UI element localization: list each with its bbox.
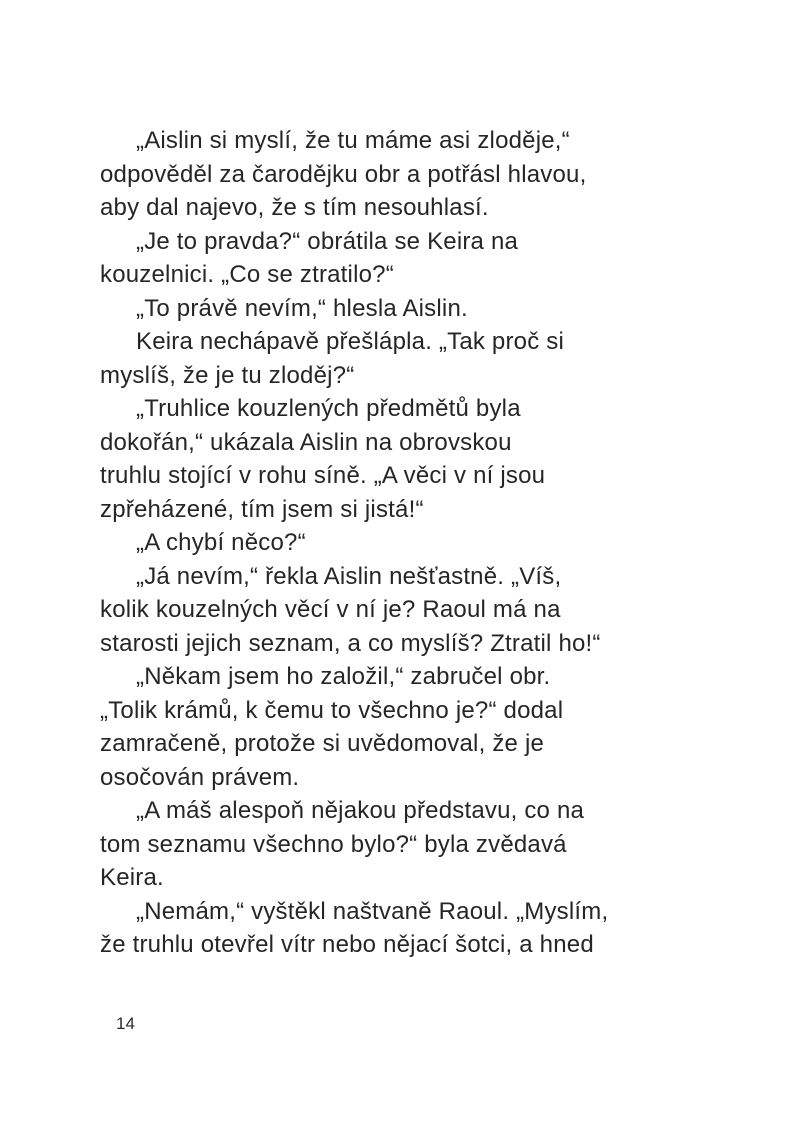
text-line: že truhlu otevřel vítr nebo nějací šotci, a hned bbox=[100, 931, 594, 958]
text-line: odpověděl za čarodějku obr a potřásl hlavou, bbox=[100, 160, 587, 188]
text-line: „Tolik krámů, k čemu to všechno je?“ dodal bbox=[100, 696, 564, 724]
text-line: „A chybí něco?“ bbox=[136, 529, 306, 556]
text-line: myslíš, že je tu zloděj?“ bbox=[100, 361, 355, 389]
text-line: aby dal najevo, že s tím nesouhlasí. bbox=[100, 194, 489, 221]
text-line: „Aislin si myslí, že tu máme asi zloděje,“ bbox=[136, 127, 570, 154]
text-line: „Někam jsem ho založil,“ zabručel obr. bbox=[136, 663, 551, 690]
text-line: tom seznamu všechno bylo?“ byla zvědavá bbox=[100, 830, 567, 858]
text-block bbox=[100, 124, 720, 962]
text-line: dokořán,“ ukázala Aislin na obrovskou bbox=[100, 428, 512, 456]
text-line: „To právě nevím,“ hlesla Aislin. bbox=[136, 294, 468, 322]
text-line: zamračeně, protože si uvědomoval, že je bbox=[100, 730, 545, 757]
text-line: „Já nevím,“ řekla Aislin nešťastně. „Víš, bbox=[136, 562, 562, 590]
text-line: truhlu stojící v rohu síně. „A věci v ní jsou bbox=[100, 462, 546, 489]
text-line: „Je to pravda?“ obrátila se Keira na bbox=[136, 227, 519, 255]
text-line: Keira. bbox=[100, 864, 164, 891]
text-line: „Nemám,“ vyštěkl naštvaně Raoul. „Myslím, bbox=[136, 897, 609, 925]
text-line: kouzelnici. „Co se ztratilo?“ bbox=[100, 261, 394, 288]
text-line: osočován právem. bbox=[100, 763, 300, 791]
text-line: „A máš alespoň nějakou představu, co na bbox=[136, 797, 585, 824]
text-line: „Truhlice kouzlených předmětů byla bbox=[136, 395, 521, 422]
text-line: zpřeházené, tím jsem si jistá!“ bbox=[100, 495, 424, 523]
text-line: kolik kouzelných věcí v ní je? Raoul má na bbox=[100, 596, 561, 623]
text-line: Keira nechápavě přešlápla. „Tak proč si bbox=[136, 328, 565, 355]
text-line: starosti jejich seznam, a co myslíš? Ztratil ho!“ bbox=[100, 629, 601, 657]
page-number: 14 bbox=[116, 1014, 135, 1033]
